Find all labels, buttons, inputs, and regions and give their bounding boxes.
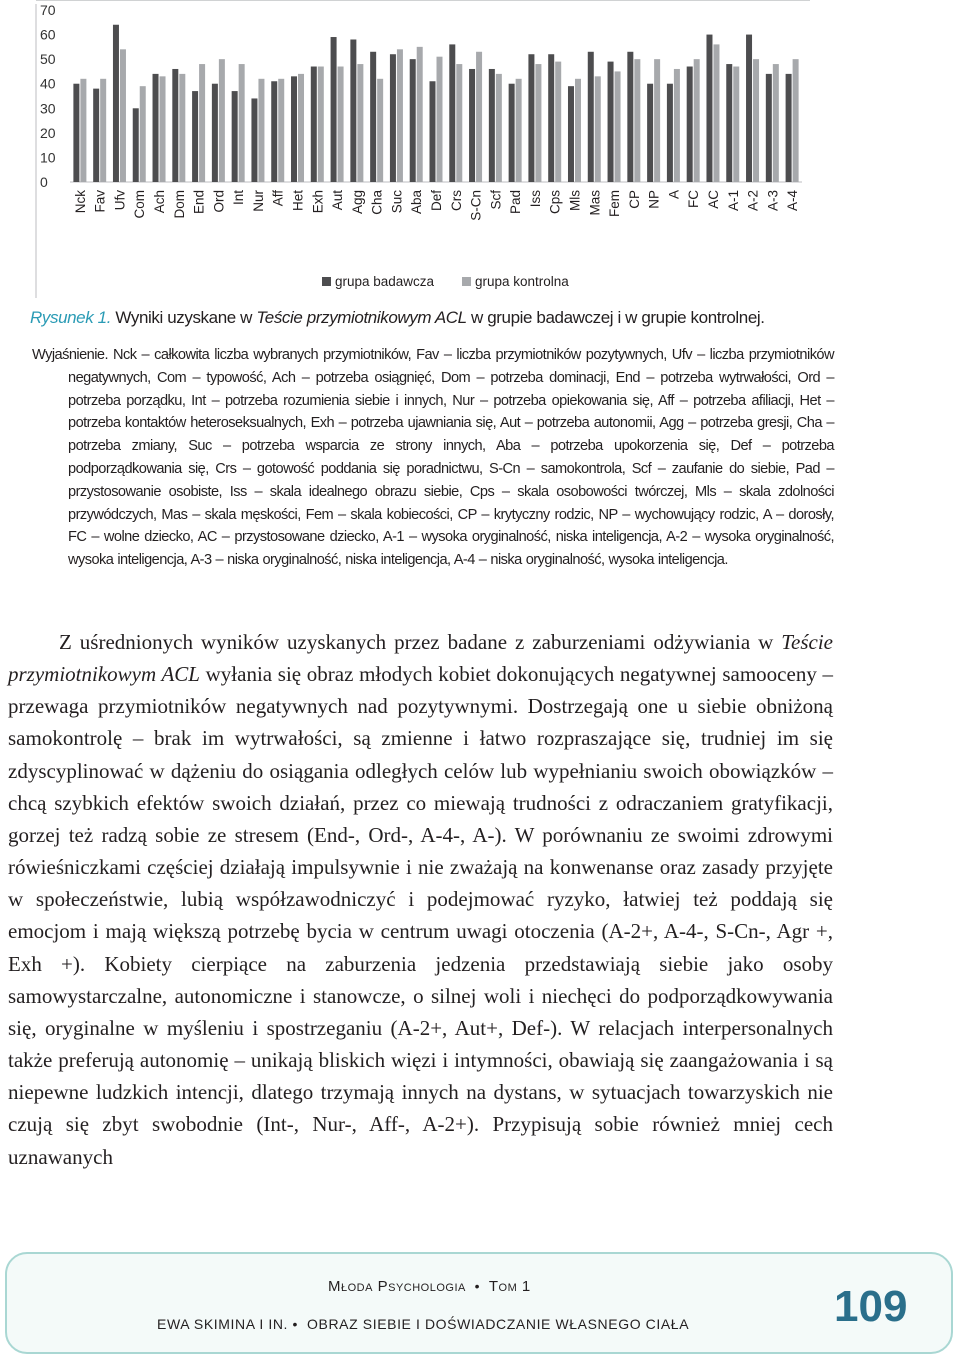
body-paragraph — [8, 626, 833, 1173]
bar-kontrolna — [595, 76, 601, 182]
x-tick-label: A — [666, 190, 682, 200]
bar-kontrolna — [535, 64, 541, 182]
x-tick-label: Def — [429, 190, 444, 212]
x-tick-label: A-4 — [785, 190, 801, 212]
legend-label: grupa kontrolna — [475, 274, 569, 289]
acl-bar-chart — [30, 0, 810, 300]
bar-kontrolna — [298, 74, 304, 182]
x-tick-label: CP — [626, 190, 642, 209]
running-head — [157, 1316, 689, 1332]
bar-badawcza — [706, 35, 712, 182]
bar-badawcza — [410, 59, 416, 182]
y-tick-label: 70 — [40, 2, 56, 18]
legend-label: grupa badawcza — [335, 274, 435, 289]
bar-kontrolna — [456, 64, 462, 182]
bar-kontrolna — [694, 59, 700, 182]
bar-kontrolna — [219, 59, 225, 182]
y-tick-label: 20 — [40, 124, 56, 141]
bar-kontrolna — [278, 79, 284, 182]
x-tick-label: End — [191, 190, 207, 215]
bar-kontrolna — [179, 74, 185, 182]
x-tick-label: Aba — [409, 190, 425, 215]
y-tick-label: 50 — [40, 51, 56, 68]
x-tick-label: Mls — [567, 190, 583, 211]
bar-badawcza — [271, 81, 277, 182]
bar-badawcza — [786, 74, 792, 182]
bar-badawcza — [93, 89, 99, 182]
bar-badawcza — [568, 86, 574, 182]
x-tick-label: Mas — [587, 190, 603, 216]
journal-line — [328, 1278, 531, 1295]
bar-badawcza — [588, 52, 594, 182]
x-tick-label: Nur — [250, 190, 266, 212]
bar-badawcza — [212, 84, 218, 182]
body-text-start: Z uśrednionych wyników uzyskanych przez badane z zaburzeniami odżywiania w — [59, 630, 782, 654]
bar-badawcza — [608, 62, 614, 182]
bar-kontrolna — [357, 64, 363, 182]
bar-kontrolna — [100, 79, 106, 182]
bar-kontrolna — [338, 67, 344, 182]
bar-kontrolna — [199, 64, 205, 182]
bar-kontrolna — [120, 49, 126, 182]
journal-volume: Tom 1 — [488, 1278, 531, 1295]
explanation-head: Wyjaśnienie. — [32, 347, 109, 363]
bar-badawcza — [766, 74, 772, 182]
x-tick-label: Aut — [330, 190, 346, 211]
chart-canvas — [30, 0, 810, 300]
x-tick-label: Het — [290, 190, 306, 212]
journal-separator: • — [474, 1278, 481, 1294]
x-tick-label: FC — [686, 190, 702, 208]
x-tick-label: A-1 — [725, 190, 741, 212]
bar-badawcza — [192, 91, 198, 182]
x-tick-label: Int — [231, 190, 247, 206]
x-tick-label: Exh — [310, 190, 326, 214]
bar-kontrolna — [575, 79, 581, 182]
bar-kontrolna — [417, 47, 423, 182]
bar-badawcza — [350, 39, 356, 182]
bar-badawcza — [509, 84, 515, 182]
body-italic: Teście przymiotnikowym ACL — [8, 630, 833, 687]
bar-badawcza — [291, 76, 297, 182]
y-tick-label: 60 — [40, 26, 56, 43]
x-tick-label: Crs — [448, 190, 464, 211]
page-number: 109 — [834, 1282, 908, 1331]
bar-kontrolna — [615, 71, 621, 182]
x-tick-label: Ach — [152, 190, 168, 214]
x-tick-label: AC — [705, 190, 721, 209]
bar-badawcza — [430, 81, 436, 182]
bar-badawcza — [449, 44, 455, 182]
bar-kontrolna — [140, 86, 146, 182]
x-tick-label: S-Cn — [468, 190, 484, 221]
bar-badawcza — [311, 67, 317, 182]
bar-badawcza — [548, 54, 554, 182]
bar-kontrolna — [160, 76, 166, 182]
x-tick-label: Suc — [389, 190, 405, 214]
y-tick-label: 10 — [40, 149, 56, 166]
bar-badawcza — [232, 91, 238, 182]
authors-name: EWA SKIMINA I IN. — [157, 1316, 289, 1332]
x-tick-label: Cps — [547, 190, 563, 215]
bar-kontrolna — [516, 79, 522, 182]
figure-explanation — [32, 344, 834, 572]
y-tick-label: 0 — [40, 174, 48, 190]
page-footer — [5, 1252, 953, 1354]
caption-italic: Teście przymiotnikowym ACL — [256, 308, 467, 327]
bar-kontrolna — [476, 52, 482, 182]
bar-badawcza — [251, 98, 257, 182]
x-tick-label: Iss — [527, 190, 543, 208]
bar-kontrolna — [239, 64, 245, 182]
bar-badawcza — [746, 35, 752, 182]
x-tick-label: Fav — [92, 190, 108, 213]
x-tick-label: NP — [646, 190, 662, 209]
x-tick-label: Ufv — [112, 190, 128, 211]
x-tick-label: Com — [132, 190, 148, 219]
bar-badawcza — [469, 69, 475, 182]
bar-badawcza — [687, 67, 693, 182]
bar-kontrolna — [80, 79, 86, 182]
x-tick-label: Fem — [607, 190, 623, 217]
bar-badawcza — [528, 54, 534, 182]
bar-badawcza — [331, 37, 337, 182]
explanation-text: Nck – całkowita liczba wybranych przymiotników, Fav – liczba przymiotników pozytywnych, Ufv – liczba przymiotników negatywnych, Com – typowość, Ach – potrzeba osiągnięć, Dom – potrzeba dominacji, End – potrzeba wytrwałości, Ord – potrzeba porządku, Int – potrzeba rozumienia siebie i innych, Nur – potrzeba opiekowania się, Aff – potrzeba afiliacji, Het – potrzeba kontaktów heteroseksualnych, Exh – potrzeba ujawniania się, Aut – potrzeba autonomii, Agg – potrzeba gresji, Cha – potrzeba zmiany, Suc – potrzeba wsparcia ze strony innych, Aba – potrzeba upokorzenia się, Def – potrzeba podporządkowania się, Crs – gotowość poddania się poradnictwu, S-Cn – samokontrola, Scf – zaufanie do siebie, Pad – przystosowanie osobiste, Iss – skala idealnego obrazu siebie, Cps – skala osobowości twórczej, Mls – skala zdolności przywódczych, Mas – skala męskości, Fem – skala kobiecości, CP – krytyczny rodzic, NP – wychowujący rodzic, A – dorosły, FC – wolne dziecko, AC – przystosowane dziecko, A-1 – wysoka oryginalność, niska inteligencja, A-2 – wysoka oryginalność, wysoka inteligencja, A-3 – niska oryginalność, niska inteligencja, A-4 – niska oryginalność, wysoka inteligencja. — [68, 347, 834, 569]
x-tick-label: Scf — [488, 190, 504, 210]
bar-badawcza — [133, 108, 139, 182]
x-tick-label: Cha — [369, 190, 385, 215]
body-text-rest: wyłania się obraz młodych kobiet dokonujących negatywnej samooceny – przewaga przymiotników negatywnych nad pozytywnymi. Dostrzegają one u siebie obniżoną samokontrolę – brak im wytrwałości, są zmienne i łatwo rozpraszające się, trudniej im się zdyscyplinować w dążeniu do osiągania odległych celów lub wypełnianiu swoich obowiązków – chcą szybkich efektów swoich działań, przez co miewają trudności z odraczaniem gratyfikacji, gorzej też radzą sobie ze stresem (End-, Ord-, A-4-, A-). W porównaniu ze swoimi zdrowymi rówieśniczkami częściej działają impulsywnie i nie zważają na konwenanse oraz zasady przyjęte w społeczeństwie, lubią współzawodniczyć i podejmować ryzyko, łatwiej też poddają się emocjom i mają większą potrzebę bycia w centrum uwagi otoczenia (A-2+, A-4-, S-Cn-, Agr +, Exh +). Kobiety cierpiące na zaburzenia jedzenia przedstawiają siebie jako osoby samowystarczalne, autonomiczne i stanowcze, o silnej woli i niechęci do podporządkowywania się, oryginalne w myśleniu i spostrzeganiu (A-2+, Aut+, Def-). W relacjach interpersonalnych także preferują autonomię – unikają bliskich więzi i intymności, obawiają się zaangażowania i są niepewne ludzkich intencji, dlatego trzymają innych na dystans, w sytuacjach towarzyskich nie czują się zbyt swobodnie (Int-, Nur-, Aff-, A-2+). Przypisują sobie również mniej cech uznawanych — [8, 662, 833, 1169]
bar-badawcza — [153, 74, 159, 182]
caption-text-before: Wyniki uzyskane w — [111, 308, 257, 327]
bar-kontrolna — [753, 59, 759, 182]
x-tick-label: Pad — [508, 190, 524, 215]
bar-badawcza — [627, 52, 633, 182]
bar-kontrolna — [496, 74, 502, 182]
figure-label: Rysunek 1. — [30, 308, 112, 327]
x-tick-label: Agg — [349, 190, 365, 215]
bar-badawcza — [73, 84, 79, 182]
bar-kontrolna — [258, 79, 264, 182]
x-tick-label: Nck — [72, 190, 88, 214]
x-tick-label: Dom — [171, 190, 187, 219]
bar-kontrolna — [733, 67, 739, 182]
caption-text-after: w grupie badawczej i w grupie kontrolnej. — [466, 308, 765, 327]
legend-swatch — [322, 277, 331, 286]
x-tick-label: A-2 — [745, 190, 761, 212]
bar-kontrolna — [654, 59, 660, 182]
bar-badawcza — [370, 52, 376, 182]
bar-kontrolna — [773, 64, 779, 182]
bar-kontrolna — [437, 57, 443, 182]
bar-kontrolna — [397, 49, 403, 182]
bar-badawcza — [667, 84, 673, 182]
bar-kontrolna — [555, 62, 561, 182]
article-title: OBRAZ SIEBIE I DOŚWIADCZANIE WŁASNEGO CIAŁA — [307, 1316, 690, 1332]
bar-kontrolna — [634, 59, 640, 182]
bar-kontrolna — [793, 59, 799, 182]
bar-badawcza — [647, 84, 653, 182]
y-tick-label: 40 — [40, 75, 56, 92]
bar-kontrolna — [713, 44, 719, 182]
x-tick-label: A-3 — [765, 190, 781, 212]
bar-badawcza — [726, 64, 732, 182]
journal-name: Młoda Psychologia — [328, 1278, 466, 1295]
running-head-dot: • — [292, 1316, 299, 1332]
bar-badawcza — [172, 69, 178, 182]
bar-badawcza — [489, 69, 495, 182]
bar-kontrolna — [318, 67, 324, 182]
bar-badawcza — [390, 54, 396, 182]
figure-caption — [30, 308, 910, 328]
x-tick-label: Aff — [270, 190, 286, 207]
y-tick-label: 30 — [40, 100, 56, 117]
legend-swatch — [462, 277, 471, 286]
bar-badawcza — [113, 25, 119, 182]
bar-kontrolna — [674, 69, 680, 182]
bar-kontrolna — [377, 79, 383, 182]
x-tick-label: Ord — [211, 190, 227, 213]
